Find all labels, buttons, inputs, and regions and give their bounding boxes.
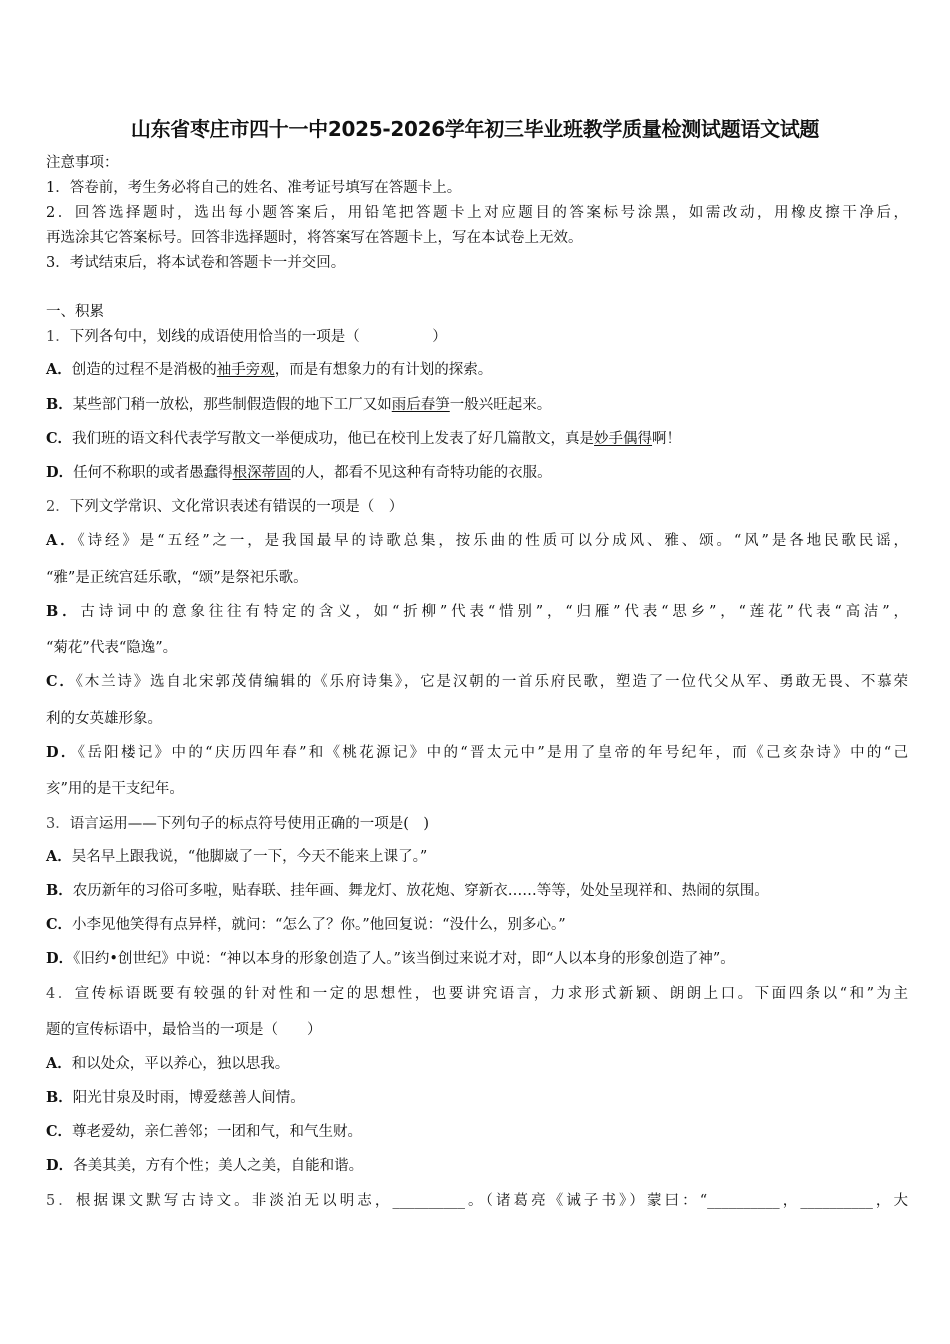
option-text: 啊！ xyxy=(652,431,682,447)
question-number: 4． xyxy=(46,986,75,1002)
question-text: 下列文学常识、文化常识表述有错误的一项是（ ） xyxy=(69,499,404,515)
option-text: 的人，都看不见这种有奇特功能的衣服。 xyxy=(290,465,552,481)
q3-option-d xyxy=(46,947,908,968)
option-text: 任何不称职的或者愚蠢得 xyxy=(73,465,233,481)
option-text: 吴名早上跟我说，“他脚崴了一下，今天不能来上课了。” xyxy=(71,849,428,865)
question-text: 根据课文默写古诗文。非淡泊无以明志，__________。（诸葛亮《诫子书》）蒙曰：“__________，__________，大 xyxy=(75,1193,908,1209)
question-number: 3． xyxy=(46,816,70,832)
option-text: 尊老爱幼，亲仁善邻；一团和气，和气生财。 xyxy=(72,1124,363,1140)
option-label: A． xyxy=(46,532,78,549)
option-label: B． xyxy=(46,396,73,413)
q2-option-a-line1 xyxy=(46,529,908,550)
option-text: 一般兴旺起来。 xyxy=(449,397,552,413)
question-4-stem-line2: 题的宣传标语中，最恰当的一项是（ ） xyxy=(46,1022,322,1038)
question-4-stem-line1 xyxy=(46,982,908,1003)
option-text: 和以处众，平以养心，独以思我。 xyxy=(71,1056,290,1072)
q2-option-b-line1 xyxy=(46,600,908,621)
option-label: A． xyxy=(46,848,72,865)
q2-option-d-line2: 亥”用的是干支纪年。 xyxy=(46,781,184,797)
q4-option-c xyxy=(46,1120,908,1141)
underlined-idiom: 袖手旁观 xyxy=(216,362,275,378)
option-text: 某些部门稍一放松，那些制假造假的地下工厂又如 xyxy=(72,397,392,413)
q2-option-c-line1 xyxy=(46,670,908,691)
option-text: 《诗经》是“五经”之一，是我国最早的诗歌总集，按乐曲的性质可以分成风、雅、颂。“风”是各地民歌民谣， xyxy=(77,533,908,549)
option-label: C． xyxy=(46,430,73,447)
q3-option-c xyxy=(46,913,908,934)
underlined-idiom: 雨后春笋 xyxy=(391,397,450,413)
section-heading: 一、积累 xyxy=(46,304,104,320)
q3-option-b xyxy=(46,879,908,900)
q3-option-a xyxy=(46,845,908,866)
option-text: 阳光甘泉及时雨，博爱慈善人间情。 xyxy=(72,1090,305,1106)
question-number: 2． xyxy=(46,499,70,515)
option-label: B． xyxy=(46,603,81,620)
page-title: 山东省枣庄市四十一中2025-2026学年初三毕业班教学质量检测试题语文试题 xyxy=(130,117,820,141)
option-label: B． xyxy=(46,1089,73,1106)
notice-header: 注意事项： xyxy=(46,155,119,171)
option-text: 《旧约•创世纪》中说：“神以本身的形象创造了人。”该当倒过来说才对，即“人以本身的形象创造了神”。 xyxy=(73,951,735,967)
q1-option-b xyxy=(46,393,908,414)
option-text: 小李见他笑得有点异样，就问：“怎么了？你。”他回复说：“没什么，别多心。” xyxy=(72,917,566,933)
question-text: 宣传标语既要有较强的针对性和一定的思想性，也要讲究语言，力求形式新颖、朗朗上口。下面四条以“和”为主 xyxy=(74,986,908,1002)
question-3-stem xyxy=(46,812,908,833)
q1-option-d xyxy=(46,461,908,482)
option-text: 古诗词中的意象往往有特定的含义，如“折柳”代表“惜别”，“归雁”代表“思乡”，“莲花”代表“高洁”， xyxy=(80,604,908,620)
question-number: 1． xyxy=(46,329,70,345)
notice-item: 2．回答选择题时，选出每小题答案后，用铅笔把答题卡上对应题目的答案标号涂黑，如需改动，用橡皮擦干净后， xyxy=(46,205,908,221)
option-label: D． xyxy=(46,1157,74,1174)
question-text: 下列各句中，划线的成语使用恰当的一项是（ ） xyxy=(69,329,447,345)
option-label: D． xyxy=(46,744,78,761)
q4-option-b xyxy=(46,1086,908,1107)
option-label: D． xyxy=(46,464,74,481)
question-number: 5． xyxy=(46,1193,76,1209)
option-label: D． xyxy=(46,950,74,967)
option-text: 《木兰诗》选自北宋郭茂倩编辑的《乐府诗集》，它是汉朝的一首乐府民歌，塑造了一位代父从军、勇敢无畏、不慕荣 xyxy=(75,674,908,690)
question-text: 语言运用——下列句子的标点符号使用正确的一项是( ) xyxy=(69,816,430,832)
option-text: 我们班的语文科代表学写散文一举便成功，他已在校刊上发表了好几篇散文，真是 xyxy=(72,431,595,447)
option-text: 《岳阳楼记》中的“庆历四年春”和《桃花源记》中的“晋太元中”是用了皇帝的年号纪年，而《己亥杂诗》中的“己 xyxy=(77,745,909,761)
underlined-idiom: 妙手偶得 xyxy=(594,431,653,447)
q1-option-a xyxy=(46,358,908,379)
option-label: A． xyxy=(46,1055,72,1072)
option-label: B． xyxy=(46,882,73,899)
question-2-stem xyxy=(46,495,908,516)
notice-item: 1．答卷前，考生务必将自己的姓名、准考证号填写在答题卡上。 xyxy=(46,180,462,196)
q4-option-a xyxy=(46,1052,908,1073)
notice-item: 再选涂其它答案标号。回答非选择题时，将答案写在答题卡上，写在本试卷上无效。 xyxy=(46,230,583,246)
option-text: 创造的过程不是消极的 xyxy=(71,362,217,378)
option-label: C． xyxy=(46,1123,73,1140)
option-label: A． xyxy=(46,361,72,378)
option-label: C． xyxy=(46,916,73,933)
option-label: C． xyxy=(46,673,76,690)
question-1-stem xyxy=(46,325,908,346)
q2-option-d-line1 xyxy=(46,741,908,762)
q4-option-d xyxy=(46,1154,908,1175)
underlined-idiom: 根深蒂固 xyxy=(232,465,291,481)
option-text: ，而是有想象力的有计划的探索。 xyxy=(274,362,493,378)
q2-option-a-line2: “雅”是正统宫廷乐歌，“颂”是祭祀乐歌。 xyxy=(46,570,308,586)
q2-option-c-line2: 利的女英雄形象。 xyxy=(46,711,162,727)
question-5-stem xyxy=(46,1189,908,1210)
notice-item: 3．考试结束后，将本试卷和答题卡一并交回。 xyxy=(46,255,346,271)
q2-option-b-line2: “菊花”代表“隐逸”。 xyxy=(46,640,178,656)
option-text: 农历新年的习俗可多啦，贴春联、挂年画、舞龙灯、放花炮、穿新衣……等等，处处呈现祥和、热闹的氛围。 xyxy=(72,883,769,899)
option-text: 各美其美，方有个性；美人之美，自能和谐。 xyxy=(73,1158,364,1174)
q1-option-c xyxy=(46,427,908,448)
